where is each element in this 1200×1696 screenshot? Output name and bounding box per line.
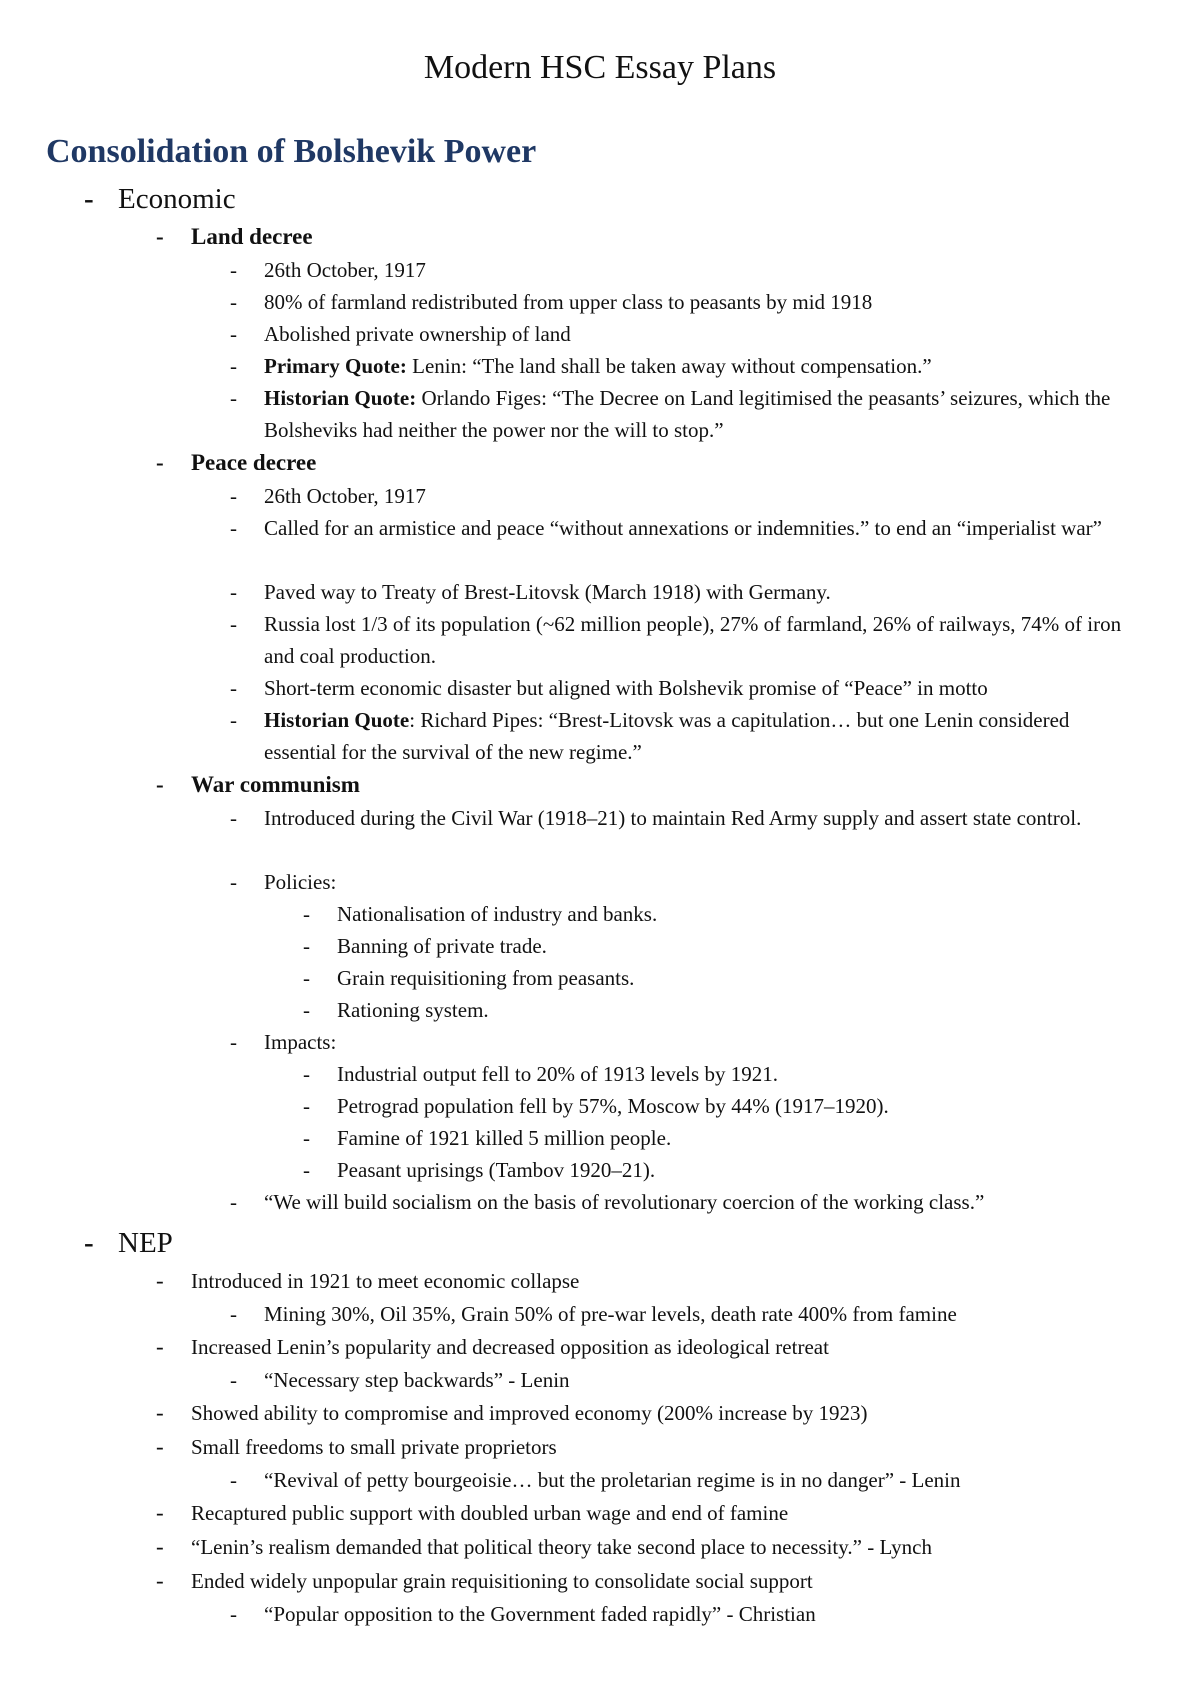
outline-item-nep [0, 1222, 1200, 1264]
list-item-text [264, 704, 1144, 768]
bullet-dash: - [230, 1302, 237, 1326]
list-item [0, 994, 1200, 1026]
list-item-text: “Revival of petty bourgeoisie… but the proletarian regime is in no danger” - Lenin [264, 1468, 961, 1492]
quote-label: Primary Quote: [264, 354, 407, 378]
bullet-dash: - [230, 516, 237, 540]
list-item-text: 80% of farmland redistributed from upper class to peasants by mid 1918 [264, 290, 873, 314]
bullet-dash: - [303, 998, 310, 1022]
bullet-dash: - [230, 386, 237, 410]
list-item-text [264, 382, 1144, 446]
list-item-text: Banning of private trade. [337, 934, 547, 958]
bullet-dash: - [230, 580, 237, 604]
list-item [0, 1330, 1200, 1364]
bullet-dash: - [156, 1334, 164, 1359]
list-item-text: Showed ability to compromise and improved economy (200% increase by 1923) [191, 1401, 868, 1425]
outline-item-land-decree [0, 220, 1200, 254]
list-item-text: “Necessary step backwards” - Lenin [264, 1368, 570, 1392]
list-item [0, 480, 1200, 512]
list-item-text: Rationing system. [337, 998, 489, 1022]
list-item [0, 1154, 1200, 1186]
bullet-dash: - [230, 676, 237, 700]
list-item-text: Peasant uprisings (Tambov 1920–21). [337, 1158, 656, 1182]
bullet-dash: - [303, 1062, 310, 1086]
list-item [0, 1090, 1200, 1122]
list-item [0, 1364, 1200, 1396]
list-item [0, 350, 1200, 382]
list-item-text: 26th October, 1917 [264, 484, 426, 508]
list-item-text: Grain requisitioning from peasants. [337, 966, 635, 990]
list-item [0, 1298, 1200, 1330]
bullet-dash: - [230, 1190, 237, 1214]
list-item [0, 608, 1200, 672]
outline-item-label: NEP [118, 1227, 173, 1259]
list-item [0, 318, 1200, 350]
list-item-text: “Popular opposition to the Government faded rapidly” - Christian [264, 1602, 816, 1626]
list-item [0, 512, 1200, 576]
list-item-text: Small freedoms to small private proprietors [191, 1435, 557, 1459]
list-item [0, 286, 1200, 318]
list-item-text: Mining 30%, Oil 35%, Grain 50% of pre-war levels, death rate 400% from famine [264, 1302, 957, 1326]
list-item-text: Introduced in 1921 to meet economic collapse [191, 1269, 580, 1293]
quote-text: Lenin: “The land shall be taken away without compensation.” [406, 354, 932, 378]
list-item-text: Petrograd population fell by 57%, Moscow by 44% (1917–1920). [337, 1094, 889, 1118]
list-item-text: Impacts: [264, 1030, 337, 1054]
list-item [0, 1564, 1200, 1598]
bullet-dash: - [156, 1434, 164, 1459]
list-item-text: Called for an armistice and peace “without annexations or indemnities.” to end an “imperialist war” [264, 516, 1102, 540]
bullet-dash: - [230, 806, 237, 830]
bullet-dash: - [303, 1094, 310, 1118]
list-item [0, 898, 1200, 930]
list-item [0, 802, 1200, 866]
list-item [0, 1058, 1200, 1090]
bullet-dash: - [230, 708, 237, 732]
outline-item-economic [0, 178, 1200, 220]
bullet-dash: - [230, 258, 237, 282]
list-item-text: Policies: [264, 870, 337, 894]
bullet-dash: - [303, 902, 310, 926]
bullet-dash: - [84, 183, 94, 215]
bullet-dash: - [230, 1602, 237, 1626]
section-heading: Consolidation of Bolshevik Power [46, 133, 537, 170]
outline-item-war-communism [0, 768, 1200, 802]
list-item-text: Introduced during the Civil War (1918–21) to maintain Red Army supply and assert state control. [264, 806, 1082, 830]
outline-item-label: Land decree [191, 224, 313, 249]
list-item [0, 1496, 1200, 1530]
list-item [0, 1530, 1200, 1564]
list-item [0, 1396, 1200, 1430]
bullet-dash: - [230, 870, 237, 894]
list-item [0, 1186, 1200, 1218]
bullet-dash: - [230, 612, 237, 636]
list-item [0, 930, 1200, 962]
list-item [0, 576, 1200, 608]
bullet-dash: - [230, 290, 237, 314]
quote-text: : Richard Pipes: “Brest-Litovsk was a capitulation… but one Lenin considered essential for the survival of the new regime.” [264, 708, 1070, 764]
bullet-dash: - [230, 354, 237, 378]
quote-label: Historian Quote [264, 708, 410, 732]
bullet-dash: - [156, 772, 164, 797]
list-item [0, 1026, 1200, 1058]
outline-item-peace-decree [0, 446, 1200, 480]
list-item-text: Ended widely unpopular grain requisitioning to consolidate social support [191, 1569, 813, 1593]
list-item [0, 1122, 1200, 1154]
bullet-dash: - [156, 1400, 164, 1425]
outline-item-label: Economic [118, 183, 236, 215]
list-item-text: Short-term economic disaster but aligned with Bolshevik promise of “Peace” in motto [264, 676, 988, 700]
bullet-dash: - [84, 1227, 94, 1259]
list-item [0, 704, 1200, 768]
list-item-text: “Lenin’s realism demanded that political theory take second place to necessity.” - Lynch [191, 1535, 932, 1559]
bullet-dash: - [156, 1500, 164, 1525]
bullet-dash: - [230, 1368, 237, 1392]
list-item-text: Famine of 1921 killed 5 million people. [337, 1126, 672, 1150]
list-item-text [264, 350, 932, 382]
outline-item-label: Peace decree [191, 450, 317, 475]
bullet-dash: - [230, 1468, 237, 1492]
list-item [0, 962, 1200, 994]
list-item [0, 382, 1200, 446]
document-title: Modern HSC Essay Plans [423, 49, 777, 86]
bullet-dash: - [156, 224, 164, 249]
list-item [0, 1430, 1200, 1464]
list-item-text: 26th October, 1917 [264, 258, 426, 282]
list-item-text: Recaptured public support with doubled urban wage and end of famine [191, 1501, 789, 1525]
list-item-text: Nationalisation of industry and banks. [337, 902, 658, 926]
outline-item-label: War communism [191, 772, 360, 797]
list-item-text: “We will build socialism on the basis of revolutionary coercion of the working class.” [264, 1190, 985, 1214]
quote-label: Historian Quote: [264, 386, 417, 410]
bullet-dash: - [230, 484, 237, 508]
list-item-text: Industrial output fell to 20% of 1913 levels by 1921. [337, 1062, 778, 1086]
bullet-dash: - [303, 934, 310, 958]
bullet-dash: - [303, 966, 310, 990]
list-item [0, 672, 1200, 704]
bullet-dash: - [156, 1568, 164, 1593]
outline [0, 178, 1200, 1630]
bullet-dash: - [303, 1158, 310, 1182]
list-item [0, 1464, 1200, 1496]
bullet-dash: - [156, 450, 164, 475]
list-item [0, 1264, 1200, 1298]
list-item-text: Paved way to Treaty of Brest-Litovsk (March 1918) with Germany. [264, 580, 831, 604]
bullet-dash: - [156, 1534, 164, 1559]
bullet-dash: - [230, 1030, 237, 1054]
bullet-dash: - [156, 1268, 164, 1293]
list-item-text: Increased Lenin’s popularity and decreased opposition as ideological retreat [191, 1335, 829, 1359]
bullet-dash: - [303, 1126, 310, 1150]
quote-text: Orlando Figes: “The Decree on Land legitimised the peasants’ seizures, which the Bolsheviks had neither the power nor the will to stop.” [264, 386, 1111, 442]
bullet-dash: - [230, 322, 237, 346]
list-item-text: Abolished private ownership of land [264, 322, 571, 346]
list-item [0, 254, 1200, 286]
list-item [0, 1598, 1200, 1630]
list-item [0, 866, 1200, 898]
list-item-text: Russia lost 1/3 of its population (~62 million people), 27% of farmland, 26% of railways, 74% of iron and coal production. [264, 612, 1122, 668]
